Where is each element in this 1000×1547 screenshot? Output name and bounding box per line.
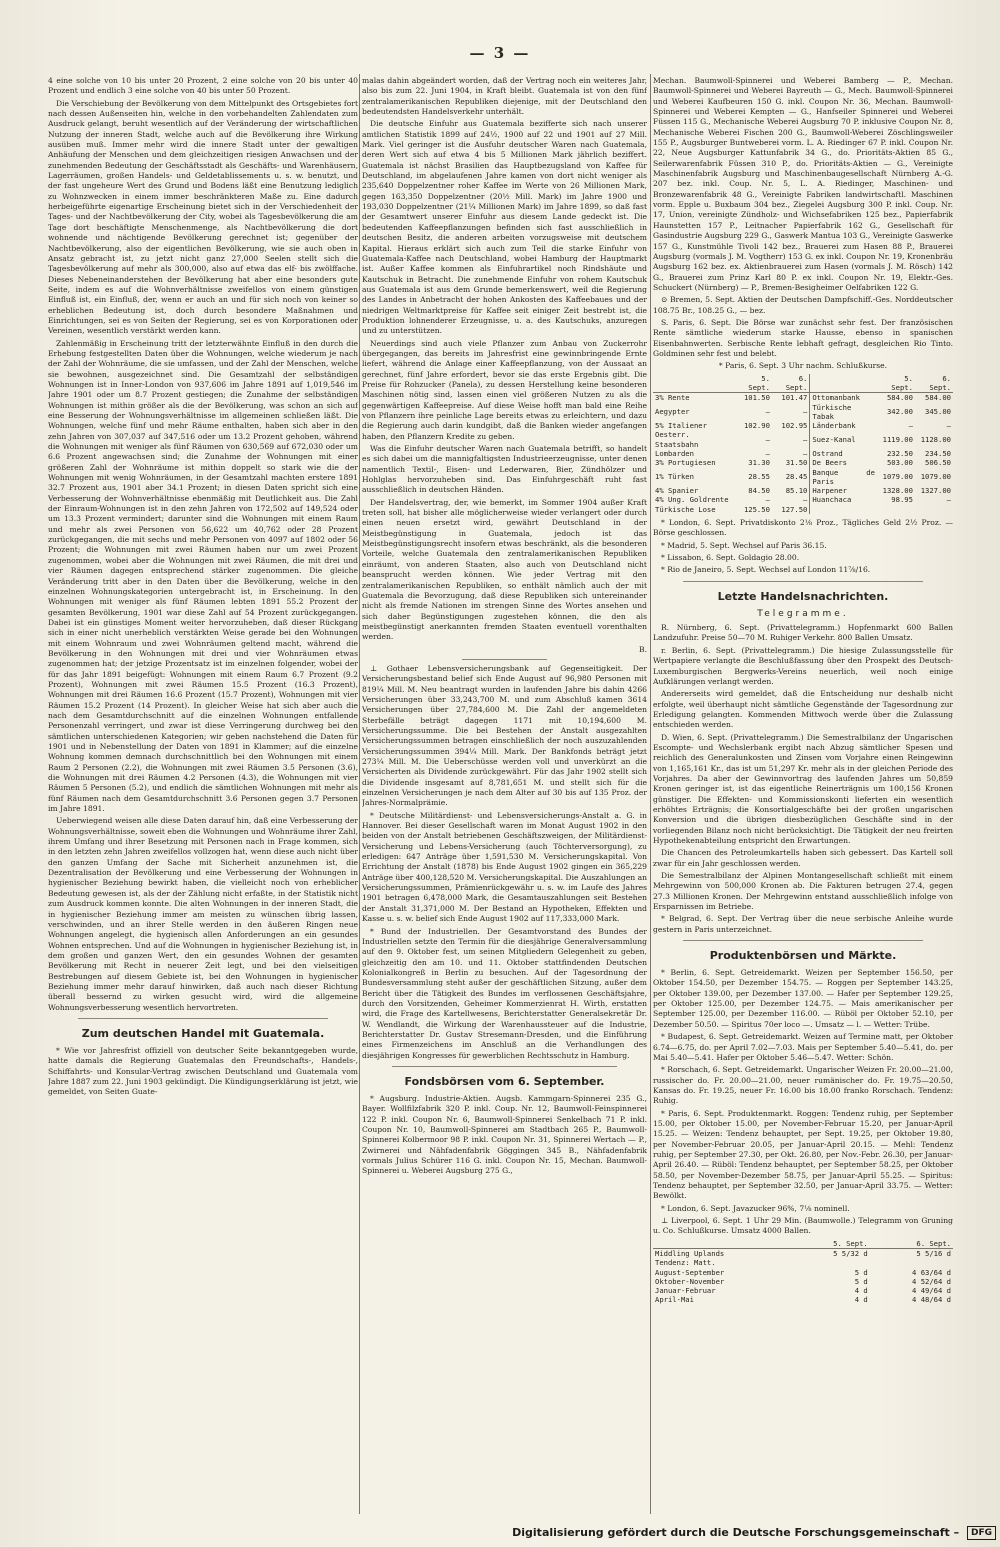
paragraph: * Madrid, 5. Sept. Wechsel auf Paris 36.15. xyxy=(661,540,827,550)
table-cell: 4 63/64 d xyxy=(912,1267,951,1277)
table-cell: Januar-Februar xyxy=(655,1286,716,1296)
table-cell: 1079.00 xyxy=(882,472,913,482)
paragraph: S. Paris, 6. Sept. Die Börse war zunächst sehr fest. Der französischen Rente sämtliche wiederum starke Hausse, ebenso in spanischen Eisenbahnwerten. Serbische Rente lebhaft gefragt, desgleichen Rio Tinto. Goldminen sehr fest und belebt. xyxy=(653,317,953,358)
paragraph: r. Berlin, 6. Sept. (Privattelegramm.) Die hiesige Zulassungsstelle für Wertpapiere verlangte die Beschlußfassung über den Prospekt des Deutsch-Luxemburgischen Bergwerks-Vereins neuerlich, weil noch einige Aufklärungen verlangt werden. xyxy=(653,645,953,686)
table-row xyxy=(653,1268,953,1277)
table-cell: Oesterr. Staatsbahn xyxy=(655,430,699,449)
paragraph: * Bund der Industriellen. Der Gesamtvorstand des Bundes der Industriellen setzte den Termin für die diesjährige Generalversammlung auf den 9. Oktober fest, um seinen Mitgliedern Gelegenheit zu geben, gleichzeitig den am 10. und 11. Oktober stattfindenden Deutschen Kolonialkongreß in Berlin zu besuchen. Auf der Tagesordnung der Bundesversammlung steht außer der geschäftlichen Sitzung, außer dem Bericht über die Tätigkeit des Bundes im verflossenen Geschäftsjahre, durch den Vorsitzenden, Geheimer Kommerzienrat H. Wirth, erstatten wird, die Frage des Kartellwesens, Berichterstatter Generalsekretär Dr. W. Wendlandt, die Wirkung der Warenhaussteuer auf die Industrie, Berichterstatter Dr. Gustav Stresemann-Dresden, und die Einführung eines Firmenzeichens im Anschluß an die Verhandlungen des diesjährigen Kongresses für gewerblichen Rechtsschutz in Hamburg. xyxy=(362,926,647,1060)
paragraph: Zahlenmäßig in Erscheinung tritt der letzterwähnte Einfluß in den durch die Erhebung festgestellten Daten über die Wohnungen, welche wiederum je nach der Zahl der Wohnräume, die sie umfassen, und der Zahl der Menschen, welche sie bewohnen, ausgezeichnet sind. Die Gesamtzahl der selbständigen Wohnungen ist in Inner-London von 937,606 im Jahre 1891 auf 1,019,546 im Jahre 1901 oder um 8.7 Prozent gestiegen; die Zunahme der selbständigen Wohnungen ist mithin größer als die der Bevölkerung, was schon an sich auf eine Besserung der Wohnungsverhältnisse im allgemeinen schließen läßt. Die Wohnungen, welche fünf und mehr Räume enthalten, haben sich aber in den zehn Jahren von 307,037 auf 347,516 oder um 13.2 Prozent gehoben, während die Wohnungen mit weniger als fünf Räumen von 630,569 auf 672,030 oder um 6.6 Prozent angewachsen sind; die Zunahme der Wohnungen mit einer größeren Zahl der Wohnräume ist mithin doppelt so stark wie die der Wohnungen mit wenig Wohnräumen, in der Gesamtzahl machten erstere 1891 32.7 Prozent aus, 1901 aber 34.1 Prozent; in diesen Daten spricht sich eine Verbesserung der Wohnverhältnisse ebenmäßig mit Deutlichkeit aus. Die Zahl der Einraum-Wohnungen ist in den zehn Jahren von 172,502 auf 149,524 oder um 13.3 Prozent vermindert; darunter sind die Wohnungen mit einem Raum und mehr als zwei Personen von 56,622 um 40,762 oder 28 Prozent zurückgegangen, die mit sechs und mehr Personen von 4097 auf 1802 oder 56 Prozent; die Wohnungen mit zwei Räumen haben nur um zwei Prozent zugenommen, wobei aber die Wohnungen mit zwei Räumen, die mit drei und vier Räumen dagegen entsprechend stärker zugenommen. Die gleiche Veränderung tritt aber in den Daten über die Bevölkerung, welche in den einzelnen Wohnungskategorien untergebracht ist, in Erscheinung. In den Wohnungen mit weniger als fünf Räumen lebten 1891 55.2 Prozent der gesamten Bevölkerung, 1901 war diese Zahl auf 54 Prozent zurückgegangen. Dabei ist ein günstiges Moment weiter hervorzuheben, daß dieser Rückgang sich in einer nicht unerheblich verstärkten Weise gerade bei den Wohnungen mit einem Wohnraum und zwei Wohnräumen geltend macht, während die Bevölkerung in den Wohnungen mit drei und vier Wohnräumen etwas zugenommen hat; der jetzige Prozentsatz ist im einzelnen folgender, wobei der für das Jahr 1891 beigefügt: Wohnungen mit einem Raum 6.7 Prozent (9.2 Prozent), Wohnungen mit zwei Räumen 15.5 Prozent (16.3 Prozent), Wohnungen mit drei Räumen 16.6 Prozent (15.7 Prozent), Wohnungen mit vier Räumen 15.2 Prozent (14 Prozent). In gleicher Weise hat sich aber auch die nach dem Gesamtdurchschnitt auf die einzelnen Wohnungen entfallende Personenzahl verringert, und zwar ist diese Verringerung durchweg bei den sämtlichen unterschiedenen Kategorien; wir geben nachstehend die Daten für 1901 und in Nebenstellung der Daten von 1891 in Klammer; auf die einzelne Wohnung kommen demnach durchschnittlich bei den Wohnungen mit einem Raum 2 Personen (2.2), die Wohnungen mit zwei Räumen 3.5 Personen (3.6), die Wohnungen mit drei Räumen 4.2 Personen (4.3), die Wohnungen mit vier Räumen 5 Personen (5.2), und endlich die sämtlichen Wohnungen mit mehr als fünf Räumen nach dem Gesamtdurchschnitt 3.6 Personen gegen 3.7 Personen im Jahre 1891. xyxy=(48,338,358,814)
table-cell: De Beers xyxy=(810,458,877,467)
section-heading-guatemala: Zum deutschen Handel mit Guatemala. xyxy=(81,1026,325,1040)
subheading-telegramme: Telegramme. xyxy=(757,608,849,619)
table-cell: — xyxy=(946,495,951,505)
table-row xyxy=(653,430,953,449)
section-heading-produktenboersen: Produktenbörsen und Märkte. xyxy=(709,949,897,963)
table-cell: 101.50 xyxy=(743,393,770,403)
paragraph: malas dahin abgeändert worden, daß der Vertrag noch ein weiteres Jahr, also bis zum 22. Juni 1904, in Kraft bleibt. Guatemala ist von den fünf zentralamerikanischen Republiken diejenige, mit der Deutschland den bedeutendsten Handelsverkehr unterhält. xyxy=(362,76,647,117)
table-cell: 5 d xyxy=(854,1267,868,1277)
divider xyxy=(462,659,547,660)
paragraph: Andererseits wird gemeldet, daß die Entscheidung nur deshalb nicht erfolgte, weil überhaupt nicht sämtliche Gegenstände der Tagesordnung zur Erledigung gelangten. Kommenden Mittwoch werde über die Zulassung entschieden werden. xyxy=(653,689,953,730)
paragraph: * Deutsche Militärdienst- und Lebensversicherungs-Anstalt a. G. in Hannover. Bei dieser Gesellschaft waren im Monat August 1902 in den beiden von der Anstalt betriebenen Geschäftszweigen, der Militärdienst-Versicherung und Lebens-Versicherung (auch Töchterversorgung), zu erledigen: 647 Anträge über 1,591,530 M. Versicherungskapital. Von Errichtung der Anstalt (1878) bis Ende August 1902 gingen ein 365,229 Anträge über 400,128,520 M. Versicherungskapital. Die Auszahlungen an Versicherungssummen, Prämienrückgewähr u. s. w. im Laufe des Jahres 1901 betragen 6,478,000 Mark, die Gesamtauszahlungen seit Bestehen der Anstalt 31,371,000 M. Der Bestand an Hypotheken, Effekten und Kasse u. s. w. belief sich Ende August 1902 auf 117,333,000 Mark. xyxy=(362,810,647,924)
table-row xyxy=(653,486,953,495)
table-cell: 1079.00 xyxy=(920,472,951,482)
paragraph: * Augsburg. Industrie-Aktien. Augsb. Kammgarn-Spinnerei 235 G., Bayer. Wollfilzfabrik 320 P. inkl. Coup. Nr. 12, Baumwoll-Feinspinnerei 122 P. inkl. Coupon Nr. 6, Baumwoll-Spinnerei Senkelbach 71 P. inkl. Coupon Nr. 10, Baumwoll-Spinnerei am Stadtbach 265 P., Baumwoll-Spinnerei Kolbermoor 98 P. inkl. Coupon Nr. 31, Spinnerei Wertach — P., Zwirnerei und Nähfadenfabrik Göggingen 345 B., Nähfadenfabrik vormals Julius Schürer 116 G. inkl. Coupon Nr. 15, Mechan. Baumwoll-Spinnerei u. Weberei Augsburg 275 G., xyxy=(362,1093,647,1176)
table-cell: 4 52/64 d xyxy=(912,1276,951,1286)
divider xyxy=(683,581,923,582)
table-cell: 127.50 xyxy=(781,504,808,514)
paragraph: Der Handelsvertrag, der, wie bemerkt, im Sommer 1904 außer Kraft treten soll, hat bisher alle möglicherweise wieder verlangert oder durch einen neuen ersetzt wird, gewährt Deutschland in der Meistbegünstigung in Guatemala, jedoch ist das Meistbegünstigungsrecht insofern etwas beschränkt, als die besonderen Vorteile, welche Guatemala den zentralamerikanischen Republiken einräumt, von anderen Staaten, also auch von Deutschland nicht beansprucht werden können. Wie jeder Vertrag mit den zentralamerikanischen Republiken, so enthält nämlich auch der mit Guatemala die Bevorzugung, daß diese Republiken sich untereinander nicht als fremde Nationen im strengen Sinne des Wortes ansehen und sich daher Begünstigungen zugestehen können, die den als meistbegünstigt anerkannten fremden Staaten eventuell vorenthalten werden. xyxy=(362,497,647,642)
column-2 xyxy=(362,76,647,1516)
table-cell: 28.45 xyxy=(785,472,808,482)
table-cell: 6. Sept. xyxy=(772,374,810,393)
table-cell: 31.50 xyxy=(785,458,808,468)
table-row xyxy=(653,1277,953,1286)
table-cell: Ostrand xyxy=(810,449,877,458)
table-row xyxy=(653,403,953,422)
table-cell: 5. Sept. xyxy=(877,374,915,393)
table-cell: 1119.00 xyxy=(882,435,913,445)
table-cell xyxy=(915,505,953,514)
paragraph: * Paris, 6. Sept. Produktenmarkt. Roggen: Tendenz ruhig, per September 15.00, per Oktober 15.00, per November-Februar 15.20, per Januar-April 15.25. — Weizen: Tendenz behauptet, per Sept. 19.25, per Oktober 19.80, per November-Februar 20.05, per Januar-April 20.15. — Mehl: Tendenz ruhig, per September 27.30, per Okt. 26.80, per Nov.-Febr. 26.30, per Januar-April 26.40. — Rüböl: Tendenz behauptet, per September 58.25, per Oktober 58.50, per November-Dezember 58.75, per Januar-April 55.25. — Spiritus: Tendenz behauptet, per September 32.50, per Januar-April 33.75. — Wetter: Bewölkt. xyxy=(653,1108,953,1201)
table-cell: 506.50 xyxy=(925,458,951,468)
table-cell: Türkische Tabak xyxy=(810,403,877,422)
table-cell xyxy=(870,1258,953,1267)
digitization-credit xyxy=(0,1526,996,1540)
paragraph: * Berlin, 6. Sept. Getreidemarkt. Weizen per September 156.50, per Oktober 154.50, per Dezember 154.75. — Roggen per September 143.25, per Oktober 139.00, per Dezember 137.00. — Hafer per September 129.25, per Oktober 125.00, per Dezember 124.75. — Mais amerikanischer per September 125.00, per Dezember 116.00. — Rüböl per Oktober 52.10, per Dezember 50.50. — Spiritus 70er loco —. Umsatz — l. — Wetter: Trübe. xyxy=(653,968,953,1029)
table-cell: 1128.00 xyxy=(920,435,951,445)
paragraph: D. Wien, 6. Sept. (Privattelegramm.) Die Semestralbilanz der Ungarischen Escompte- und Wechslerbank ergibt nach Abzug sämtlicher Spesen und reichlich des Generalunkosten und Zinsen vom Vorjahre einen Reingewinn von 1,165,161 Kr., das ist um 51,297 Kr. mehr als in der gleichen Periode des Vorjahres. Da aber der Gewinnvortrag des laufenden Jahres um 50,859 Kronen geringer ist, ist das eigentliche Reinerträgnis um 100,156 Kronen günstiger. Die Effekten- und Kommissionskonti lieferten ein wesentlich erhöhtes Erträgnis; die Konsortialgeschäfte bei der großen ungarischen Konversion und die übrigen diesbezüglichen Geschäfte sind in der vorliegenden Bilanz noch nicht berücksichtigt. Die Tätigkeit der neu freirten Hypothekenabteilung entspricht den Erwartungen. xyxy=(653,732,953,846)
table-row xyxy=(653,1249,953,1259)
table-row xyxy=(653,505,953,514)
table-cell: 6. Sept. xyxy=(870,1239,953,1249)
table-cell: 3% Rente xyxy=(655,393,690,403)
table-row xyxy=(653,458,953,467)
paragraph: ⊙ Bremen, 5. Sept. Aktien der Deutschen Dampfschiff.-Ges. Norddeutscher 108.75 Br., 108.25 G., — bez. xyxy=(653,295,953,315)
table-cell: 342.00 xyxy=(886,407,913,417)
table-cell: Tendenz: Matt. xyxy=(655,1258,716,1268)
table-header-row xyxy=(653,1239,953,1249)
table-cell xyxy=(653,374,734,393)
table-cell: 5. Sept. xyxy=(795,1239,870,1249)
table-row xyxy=(653,421,953,430)
table-cell: 4 48/64 d xyxy=(912,1295,951,1305)
paragraph: * Lissabon, 6. Sept. Goldagio 28.00. xyxy=(661,553,800,563)
table-cell: 234.50 xyxy=(925,449,951,458)
table-cell: Länderbank xyxy=(810,421,877,430)
paragraph: * Budapest, 6. Sept. Getreidemarkt. Weizen auf Termine matt, per Oktober 6.74—6.75, do. per April 7.02—7.03. Mais per September 5.40—5.41, do. per Mai 5.40—5.41. Hafer per Oktober 5.46—5.47. Wetter: Schön. xyxy=(653,1032,953,1062)
table-cell: 5% Italiener xyxy=(655,421,707,431)
paragraph: Was die Einfuhr deutscher Waren nach Guatemala betrifft, so handelt es sich dabei um die mannigfaltigsten Industrieerzeugnisse, unter denen namentlich Textil-, Eisen- und Lederwaren, Bier, Zündhölzer und Hohlglas hervorzuheben sind. Das Einfuhrgeschäft ruht fast ausschließlich in deutschen Händen. xyxy=(362,444,647,495)
table-cell: Oktober-November xyxy=(655,1276,725,1286)
table-cell: — xyxy=(765,495,770,505)
table-cell: Banque de Paris xyxy=(810,468,877,487)
table-row xyxy=(653,495,953,504)
column-1 xyxy=(48,76,358,1516)
column-3 xyxy=(653,76,953,1516)
table-cell: Middling Uplands xyxy=(655,1249,725,1258)
table-cell: 503.00 xyxy=(886,458,913,468)
table-row xyxy=(653,1286,953,1295)
liverpool-cotton-table xyxy=(653,1239,953,1305)
table-cell xyxy=(795,1258,870,1267)
table-cell: 102.95 xyxy=(781,421,808,431)
table-cell: 98.95 xyxy=(891,495,913,505)
paragraph: Die deutsche Einfuhr aus Guatemala bezifferte sich nach unserer amtlichen Statistik 1899 auf 24½, 1900 auf 22 und 1901 auf 27 Mill. Mark. Viel geringer ist die Ausfuhr deutscher Waren nach Guatemala, deren Wert sich auf etwa 4 bis 5 Millionen Mark jährlich beziffert. Guatemala ist nächst Brasilien das Hauptbezugsland von Kaffee für Deutschland, im abgelaufenen Jahre kamen von dort nicht weniger als 235,640 Doppelzentner roher Kaffee im Werte von 26 Millionen Mark, gegen 163,350 Doppelzentner (20½ Mill. Mark) im Jahre 1900 und 193,030 Doppelzentner (21¼ Millionen Mark) im Jahre 1899, so daß fast der Gesamtwert unserer Einfuhr aus diesem Lande gedeckt ist. Die bedeutenden Kaffeepflanzungen befinden sich fast ausschließlich in deutschen Besitz, die anderen arbeiten vorzugsweise mit deutschem Kapital. Hieraus erklärt sich auch zum Teil die starke Einfuhr von Guatemala-Kaffee nach Deutschland, wobei Hamburg der Hauptmarkt ist. Außer Kaffee kommen als Einfuhrartikel noch Rindshäute und Kautschuk in Betracht. Die zunehmende Einfuhr von rohem Kautschuk aus Guatemala ist aus dem Grunde bemerkenswert, weil die Regierung des Landes in Anbetracht der hohen Ankosten des Kaffeebaues und der niedrigen Weltmarktpreise für Kaffee seit einiger Zeit bestrebt ist, die Produktion lohnenderer Erzeugnisse, u. a. des Kautschuks, anzuregen und zu unterstützen. xyxy=(362,119,647,336)
paragraph: Die Verschiebung der Bevölkerung von dem Mittelpunkt des Ortsgebietes fort nach dessen Außenseiten hin, welche in den vorbehandelten Zahlendaten zum Ausdruck gelangt, beruht wesentlich auf der Veränderung der wirtschaftlichen Nutzung der inneren Stadt, welche auch auf die Bevölkerung ihre Wirkung ausüben muß. Immer mehr wird die innere Stadt unter der gewaltigen Anhäufung der Menschen und dem gleichzeitigen riesigen Anwachsen und der zunehmenden Bedeutung der Geschäftsstadt als Geschäfts- und Warenhäusern, Lagerräumen, großen Handels- und Geldetablissements u. s. w. benutzt, und der fast ungeheure Wert des Grund und Bodens läßt eine Benutzung lediglich zu Wohnzwecken in einem immer beschränkteren Maße zu. Eine dadurch herbeigeführte eigenartige Erscheinung bietet sich in der Verschiedenheit der Tages- und der Nachtbevölkerung der City, wobei als Tagesbevölkerung die am Tage dort beschäftigte Menschenmenge, als Nachtbevölkerung die dort wohnende und nächtigende Bevölkerung gerechnet ist; gegenüber der Nachtbevölkerung, also der eigentlichen Bevölkerung, wie sie auch oben in Ansatz gebracht ist, zu jetzt nicht ganz 27,000 Seelen stellt sich die Tagesbevölkerung auf mehr als 300,000, also auf etwa das elf- bis zwölffache. Dieses Nebeneinanderstehen der Bevölkerung hat aber eine besonders gute Seite, indem es auf die Wohnverhältnisse zweifellos von einem günstigen Einfluß ist, ein Einfluß, der, wenn er auch an und für sich noch von keiner so erheblichen Bedeutung ist, doch durch besondere Maßnahmen und Einrichtungen, sei es von Seiten der Regierung, sei es von Korporationen oder Vereinen, wesentlich verstärkt werden kann. xyxy=(48,98,358,336)
paragraph: * Wie vor Jahresfrist offiziell von deutscher Seite bekanntgegeben wurde, hatte damals die Regierung Guatemalas den Freundschafts-, Handels-, Schiffahrts- und Konsular-Vertrag zwischen Deutschland und Guatemala vom Jahre 1887 zum 22. Juni 1903 gekündigt. Die Kündigungserklärung ist jetzt, wie gemeldet, von Seiten Guate- xyxy=(48,1045,358,1097)
column-rule-right xyxy=(650,74,651,1514)
table-cell: Suez-Kanal xyxy=(810,430,877,449)
table-cell: 28.55 xyxy=(748,472,770,482)
paris-table-caption: * Paris, 6. Sept. 3 Uhr nachm. Schlußkurse. xyxy=(718,361,888,371)
table-cell: 5 d xyxy=(854,1276,868,1286)
column-rule-left xyxy=(359,74,360,1514)
paragraph: R. Nürnberg, 6. Sept. (Privattelegramm.) Hopfenmarkt 600 Ballen Landzufuhr. Preise 50—70 M. Ruhiger Verkehr. 800 Ballen Umsatz. xyxy=(653,623,953,643)
table-cell: — xyxy=(908,421,913,431)
table-cell: Huanchaca xyxy=(810,495,877,504)
table-cell: — xyxy=(765,449,770,458)
table-cell: April-Mai xyxy=(655,1295,694,1305)
table-cell: August-September xyxy=(655,1267,725,1277)
table-cell: 85.10 xyxy=(785,486,808,496)
paragraph: Ueberwiegend weisen alle diese Daten darauf hin, daß eine Verbesserung der Wohnungsverhältnisse, soweit eben die Wohnungen und Wohnräume ihrer Zahl, ihrem Umfang und ihrer Besetzung mit Personen nach in Frage kommen, sich in den letzten zehn Jahren zweifellos vollzogen hat, wenn diese auch nicht über den ganzen Umfang der Sache mit Sicherheit anzunehmen ist, die Dezentralisation der Bevölkerung und eine Verbesserung der Wohnungen in hygienischer Beziehung bewirkt haben, die vielleicht noch von erheblicher Bedeutung gewesen ist, als der der Zählung nicht erfaßte, in der Statistik nicht zum Ausdruck kommen konnte. Die alten Wohnungen in der inneren Stadt, die in hygienischer Beziehung immer am meisten zu wünschen übrig lassen, verschwinden, und an ihrer Stelle werden in den äußeren Ringen neue Wohnungen angelegt, die hygienisch allen Anforderungen an ein gesundes Wohnen entsprechen. Und auf die Wohnungen in hygienischer Beziehung ist, in dem großen und ganzen Wert, den ein gesundes Wohnen der gesamten Bevölkerung mit Recht in neuerer Zeit legt, und bei den vielseitigen Bestrebungen auf diesem Gebiete ist, bei den Wohnungen in hygienischer Beziehung immer mehr darauf hinwirken, daß auch nach dieser Richtung überall bessernd zu wirken gesucht wird, wird die allgemeine Wohnungsverbesserung wesentlich hervortreten. xyxy=(48,816,358,1012)
table-cell: 102.90 xyxy=(743,421,770,431)
table-cell: 232.50 xyxy=(886,449,913,458)
credit-text: Digitalisierung gefördert durch die Deutsche Forschungsgemeinschaft – xyxy=(512,1526,960,1539)
paragraph: Die Chancen des Petroleumkartells haben sich gebessert. Das Kartell soll zwar für ein Jahr geschlossen werden. xyxy=(653,848,953,868)
paris-closing-prices-table xyxy=(653,374,953,514)
table-cell: 1% Türken xyxy=(655,472,694,482)
table-cell: — xyxy=(765,407,770,417)
table-cell: Harpener xyxy=(810,486,877,495)
table-cell: Lombarden xyxy=(655,449,694,458)
paragraph: * London, 6. Sept. Javazucker 96%, 7⅛ nominell. xyxy=(661,1203,850,1213)
table-cell: — xyxy=(803,495,808,505)
table-cell: — xyxy=(803,435,808,445)
paragraph: * London, 6. Sept. Privatdiskonto 2⅛ Proz., Tägliches Geld 2½ Proz. — Börse geschlossen. xyxy=(653,518,953,538)
paragraph: Die Semestralbilanz der Alpinen Montangesellschaft schließt mit einem Mehrgewinn von 500,000 Kronen ab. Die Fakturen betrugen 27.4, gegen 27.3 Millionen Kronen. Der Mehrgewinn entstand ausschließlich infolge von Ersparnissen im Betriebe. xyxy=(653,871,953,912)
table-cell xyxy=(810,505,877,514)
table-cell: 4 49/64 d xyxy=(912,1286,951,1296)
table-cell: 6. Sept. xyxy=(915,374,953,393)
page-number: — 3 — xyxy=(469,44,531,62)
divider xyxy=(78,1018,328,1019)
table-cell: 4 d xyxy=(854,1295,868,1305)
paragraph: * Rio de Janeiro, 5. Sept. Wechsel auf London 11⅞/16. xyxy=(661,565,871,575)
table-cell: 4% Spanier xyxy=(655,486,699,496)
divider xyxy=(392,1066,617,1067)
table-cell: 5 5/32 d xyxy=(833,1249,868,1258)
table-cell: 5. Sept. xyxy=(734,374,771,393)
paragraph: ⊥ Gothaer Lebensversicherungsbank auf Gegenseitigkeit. Der Versicherungsbestand belief sich Ende August auf 96,980 Personen mit 819¼ Mill. M. Neu beantragt wurden in laufenden Jahre bis dahin 4266 Versicherungen über 33,243,700 M. und zum Abschluß kamen 3614 Versicherungen über 27,784,600 M. Die Zahl der angemeldeten Sterbefälle beträgt dagegen 1171 mit 10,194,600 M. Versicherungssumme. Die bei Bestehen der Anstalt ausgezahlten Versicherungssummen betragen einschließlich der noch auszuzahlenden Versicherungssummen 394¼ Mill. Mark. Der Bankfonds beträgt jetzt 273¼ Mill. M. Die Ueberschüsse werden voll und unverkürzt an die Versicherten als Dividende zurückgewährt. Für das Jahr 1902 stellt sich die Dividende insgesamt auf 8,781,651 M. und stellt sich für die einzelnen Versicherungen je nach dem Alter auf 30 bis auf 135 Proz. der Jahres-Normalprämie. xyxy=(362,663,647,808)
paragraph: * Belgrad, 6. Sept. Der Vertrag über die neue serbische Anleihe wurde gestern in Paris unterzeichnet. xyxy=(653,914,953,934)
paragraph: 4 eine solche von 10 bis unter 20 Prozent, 2 eine solche von 20 bis unter 40 Prozent und endlich 3 eine solche von 40 bis unter 50 Prozent. xyxy=(48,76,358,96)
table-cell: 1327.00 xyxy=(920,486,951,496)
table-row xyxy=(653,393,953,403)
table-cell: 101.47 xyxy=(781,393,808,403)
section-heading-handelsnachrichten: Letzte Handelsnachrichten. xyxy=(717,589,889,603)
table-cell: Aegypter xyxy=(655,407,690,417)
table-cell xyxy=(877,505,915,514)
table-cell: 3% Portugiesen xyxy=(655,458,716,468)
table-cell: 1328.00 xyxy=(882,486,913,496)
paragraph: * Rorschach, 6. Sept. Getreidemarkt. Ungarischer Weizen Fr. 20.00—21.00, russischer do. Fr. 20.00—21.00, neuer rumänischer do. Fr. 19.75—20.50, Kansas do. Fr. 19.25, neuer Fr. 16.00 bis 18.00 franko Rorschach. Tendenz: Ruhig. xyxy=(653,1065,953,1106)
table-cell: 5 5/16 d xyxy=(916,1249,951,1258)
table-cell: 4% Ung. Goldrente xyxy=(655,495,729,505)
section-heading-fondsboersen: Fondsbörsen vom 6. September. xyxy=(404,1074,605,1088)
paragraph: Mechan. Baumwoll-Spinnerei und Weberei Bamberg — P., Mechan. Baumwoll-Spinnerei und Weberei Bayreuth — G., Mech. Baumwoll-Spinnerei und Weberei Kaufbeuren 150 G. inkl. Coupon Nr. 36, Mechan. Baumwoll-Spinnerei und Weberei Kempten — G., Hanfseiler Spinnerei und Weberei Füssen 115 G., Mechanische Weberei Augsburg 70 P. inklusive Coupon Nr. 8, Mechanische Weberei Fischen 200 G., Baumwoll-Weberei Zöschlingsweiler 155 P., Augsburger Buntweberei vorm. L. A. Riedinger 67 P. inkl. Coupon Nr. 22, Neue Augsburger Kattunfabrik 34 G., do. Prioritäts-Aktien 85 G., Seilerwarenfabrik Füssen 310 P., do. Prioritäts-Aktien — G., Vereinigte Maschinenfabrik Augsburg und Maschinenbaugesellschaft Nürnberg A.-G. 207 bez. inkl. Coup. Nr. 5, L. A. Riedinger, Maschinen- und Bronzewarenfabrik 48 G., Vereinigte Fabriken landwirtschaftl. Maschinen vorm. Epple u. Buxbaum 304 bez., Ziegelei Augsburg 300 P. inkl. Coup. Nr. 17, Union, vereinigte Zündholz- und Wichsefabriken 125 bez., Papierfabrik Haunstetten 157 P., Leitnacher Papierfabrik 162 G., Gesellschaft für Gasindustrie Augsburg 229 G., Gaswerk Mantua 103 G., Vereinigte Gaswerke 157 G., Kunstmühle Tivoli 142 bez., Brauerei zum Hasen 88 P., Brauerei Augsburg (vormals J. M. Vogtherr) 153 G. ex inkl. Coupon Nr. 19, Kronenbräu Augsburg 162 bez. ex. Aktienbrauerei zum Hasen (vormals J. M. Rösch) 142 G., Brauerei zum Prinz Karl 80 P. ex inkl. Coupon Nr. 19, Elektr.-Ges. Schuckert (Nürnberg) — P., Bremen-Besigheimer Oelfabriken 122 G. xyxy=(653,76,953,292)
table-header-row xyxy=(653,374,953,393)
dfg-logo-icon: DFG xyxy=(967,1526,996,1540)
table-cell: Ottomanbank xyxy=(810,393,877,403)
table-row xyxy=(653,449,953,458)
table-cell: — xyxy=(803,407,808,417)
table-cell: Türkische Lose xyxy=(655,504,716,514)
table-cell: 84.50 xyxy=(748,486,770,496)
table-row xyxy=(653,1258,953,1267)
table-cell: — xyxy=(803,449,808,458)
table-cell: 345.00 xyxy=(925,407,951,417)
author-signature: B. xyxy=(639,644,647,654)
table-row xyxy=(653,468,953,487)
table-cell: 31.30 xyxy=(748,458,770,468)
table-cell: — xyxy=(946,421,951,431)
paragraph: Neuerdings sind auch viele Pflanzer zum Anbau von Zuckerrohr übergegangen, das bereits im Jahresfrist eine gewinnbringende Ernte liefert, während die Anlage einer Kaffeepflanzung, von der Aussaat an gerechnet, fünf Jahre erfordert, bevor sie das erste Ergebnis gibt. Die Preise für Rohzucker (Panela), zu dessen Herstellung keine besonderen Maschinen nötig sind, lassen einen viel größeren Nutzen zu als die gegenwärtigen Kaffeepreise. Auf diese Weise hofft man bald eine Reihe von Pflanzern ihre peinliche Lage bereits etwas zu erleichtern, und dazu die Regierung auch darin kundgibt, daß die Banken wieder angefangen haben, den Pflanzern Kredite zu geben. xyxy=(362,338,647,441)
paragraph: ⊥ Liverpool, 6. Sept. 1 Uhr 29 Min. (Baumwolle.) Telegramm von Gruning u. Co. Schlußkurse. Umsatz 4000 Ballen. xyxy=(653,1216,953,1236)
table-cell: 125.50 xyxy=(743,504,770,514)
table-cell: 584.00 xyxy=(886,393,913,403)
table-cell xyxy=(653,1239,795,1249)
table-cell: 584.00 xyxy=(925,393,951,403)
divider xyxy=(683,940,923,941)
table-cell xyxy=(810,374,877,393)
table-row xyxy=(653,1295,953,1304)
table-cell: 4 d xyxy=(854,1286,868,1296)
table-cell: — xyxy=(765,435,770,445)
